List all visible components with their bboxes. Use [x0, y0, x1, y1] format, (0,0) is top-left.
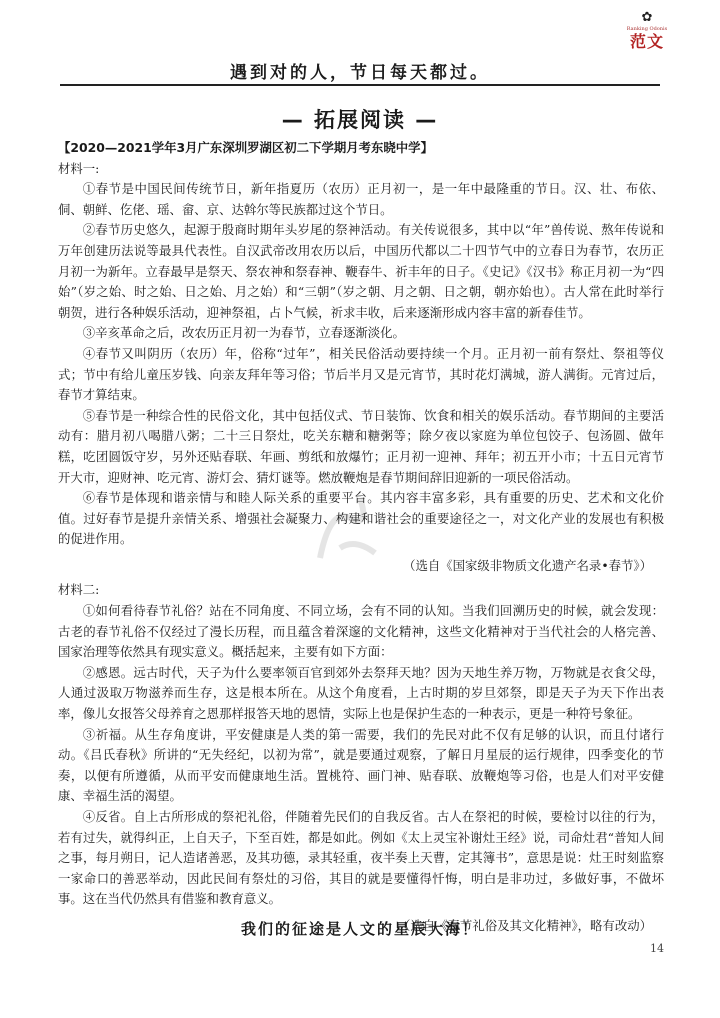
material1-paragraph: ②春节历史悠久，起源于殷商时期年头岁尾的祭神活动。有关传说很多，其中以“年”兽传说、熬年传说和万年创建历法说等最具代表性。自汉武帝改用农历以后，中国历代都以二十四节气中的立春日为春节，农历正月初一为新年。立春最早是祭天、祭农神和祭春神、鞭春牛、祈丰年的日子。《史记》《汉书》称正月初一为“四始”（岁之始、时之始、日之始、月之始）和“三朝”（岁之朝、月之朝、日之朝，朝亦始也）。古人常在此时举行朝贺，进行各种娱乐活动，迎神祭祖，占卜气候，祈求丰收，后来逐渐形成内容丰富的新春佳节。 — [58, 222, 664, 320]
material2-paragraph: ④反省。自上古所形成的祭祀礼俗，伴随着先民们的自我反省。古人在祭祀的时候，要检讨以往的行为，若有过失，就得纠正，上自天子，下至百姓，都是如此。例如《太上灵宝补谢灶王经》说，司命灶君“普知人间之事，每月朔日，记人造诸善恶，及其功德，录其轻重，夜半奏上天曹，定其簿书”，意思是说：灶王时刻监察一家命口的善恶举动，因此民间有祭灶的习俗，其目的就是要懂得忏悔，明白是非功过，多做好事，不做坏事。这在当代仍然具有借鉴和教育意义。 — [58, 809, 664, 907]
page-header — [60, 0, 668, 90]
section-title: — 拓展阅读 — — [281, 108, 439, 132]
material2-paragraph: ①如何看待春节礼俗？站在不同角度、不同立场，会有不同的认知。当我们回溯历史的时候，就会发现：古老的春节礼俗不仅经过了漫长历程，而且蕴含着深邃的文化精神，这些文化精神对于当代社会的人格完善、国家治理等依然具有现实意义。概括起来，主要有如下方面： — [58, 603, 664, 660]
footer-slogan: 我们的征途是人文的星辰大海！ — [240, 920, 479, 938]
material1-paragraph: ①春节是中国民间传统节日，新年指夏历（农历）正月初一，是一年中最隆重的节日。汉、壮、布依、侗、朝鲜、仡佬、瑶、畲、京、达斡尔等民族都过这个节日。 — [58, 181, 664, 217]
material2-citation: （选自《春节礼俗及其文化精神》，略有改动） — [397, 917, 652, 933]
header-slogan: 遇到对的人，节日每天都过。 — [230, 63, 490, 83]
material1-label: 材料一: — [58, 160, 100, 176]
logo-text: 范文 — [629, 32, 664, 51]
material1-paragraph: ④春节又叫阴历（农历）年，俗称“过年”，相关民俗活动要持续一个月。正月初一前有祭灶、祭祖等仪式；节中有给儿童压岁钱、向亲友拜年等习俗；节后半月又是元宵节，其时花灯满城，游人满街。元宵过后，春节才算结束。 — [58, 345, 664, 403]
material1-paragraph: ⑥春节是体现和谐亲情与和睦人际关系的重要平台。其内容丰富多彩，具有重要的历史、艺术和文化价值。过好春节是提升亲情关系、增强社会凝聚力、构建和谐社会的重要途径之一，对文化产业的发展也有积极的促进作用。 — [58, 490, 664, 547]
material1-citation: （选自《国家级非物质文化遗产名录•春节》） — [403, 557, 652, 573]
material2-label: 材料二: — [58, 582, 100, 598]
logo-subtext: Ranking Odonis — [626, 26, 668, 32]
brush-art-icon: ✿ — [641, 10, 653, 25]
header-divider — [60, 84, 660, 86]
material2-paragraph: ③祈福。从生存角度讲，平安健康是人类的第一需要，我们的先民对此不仅有足够的认识，而且付诸行动。《吕氏春秋》所讲的“无失经纪，以初为常”，就是要通过观察，了解日月星辰的运行规律，四季变化的节奏，以便有所遵循，从而平安而健康地生活。置桃符、画门神、贴春联、放鞭炮等习俗，也是人们对平安健康、幸福生活的渴望。 — [58, 726, 664, 804]
brand-logo — [624, 10, 670, 66]
material2-paragraph: ②感恩。远古时代，天子为什么要率领百官到郊外去祭拜天地？因为天地生养万物，万物就是衣食父母，人通过汲取万物滋养而生存，这是根本所在。从这个角度看，上古时期的岁旦郊祭，即是天子为天下作出表率，像儿女报答父母养育之恩那样报答天地的恩情，实际上也是保护生态的一种表示，更是一种符号象征。 — [58, 664, 664, 722]
page-number: 14 — [650, 942, 664, 955]
exam-source: 【2020—2021学年3月广东深圳罗湖区初二下学期月考东晓中学】 — [58, 140, 433, 155]
material1-paragraph: ③辛亥革命之后，改农历正月初一为春节，立春逐渐淡化。 — [82, 325, 405, 341]
article-body — [58, 138, 664, 941]
material1-paragraph: ⑤春节是一种综合性的民俗文化，其中包括仪式、节日装饰、饮食和相关的娱乐活动。春节期间的主要活动有：腊月初八喝腊八粥；二十三日祭灶，吃关东糖和糖粥等；除夕夜以家庭为单位包饺子、包汤圆、做年糕，吃团圆饭守岁，另外还贴春联、年画、剪纸和放爆竹；正月初一迎神、拜年；初五开小市；十五日元宵节开大市，迎财神、吃元宵、游灯会、猜灯谜等。燃放鞭炮是春节期间辞旧迎新的一项民俗活动。 — [58, 407, 664, 485]
